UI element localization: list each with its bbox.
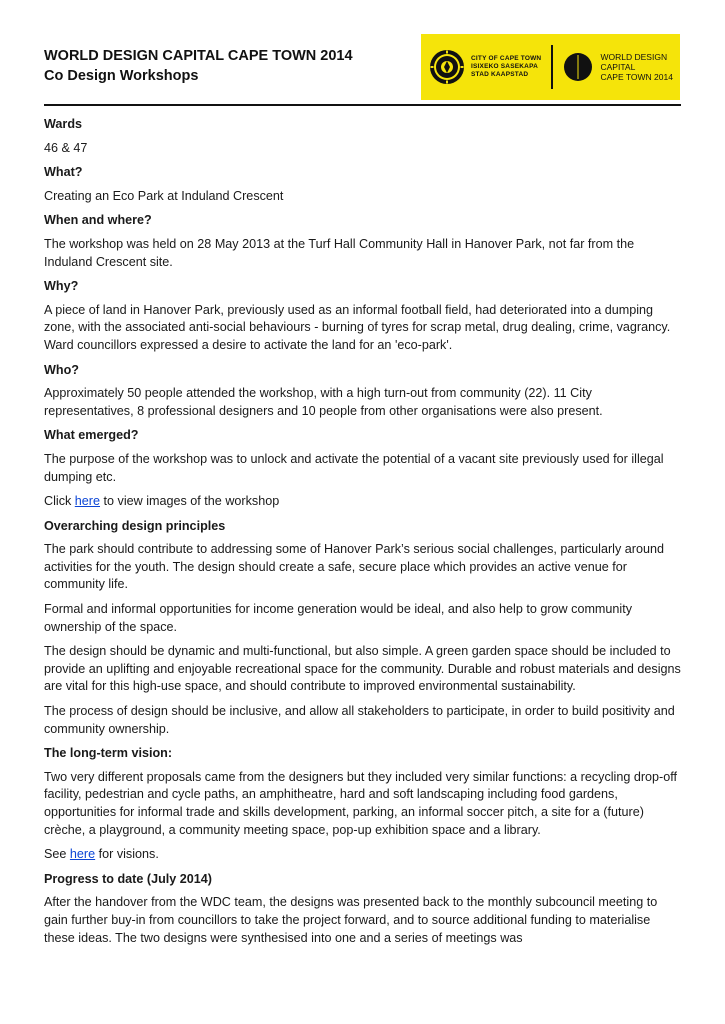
- when-heading: When and where?: [44, 213, 152, 228]
- wdc-line-1: WORLD DESIGN: [600, 52, 668, 62]
- principles-paragraph-1: The park should contribute to addressing some of Hanover Park’s serious social challenges, particularly around activities for the youth. The design should create a safe, secure place which provides an active venue for community life.: [44, 542, 664, 592]
- when-text: The workshop was held on 28 May 2013 at the Turf Hall Community Hall in Hanover Park, not far from the Induland Crescent site.: [44, 236, 635, 269]
- principles-paragraph-2: Formal and informal opportunities for income generation would be ideal, and also help to grow community ownership of the space.: [44, 602, 633, 634]
- click-suffix: to view images of the workshop: [100, 494, 280, 509]
- wdc-line-2: CAPITAL: [600, 62, 636, 72]
- city-name-xhosa: ISIXEKO SASEKAPA: [471, 63, 539, 70]
- wdc-circle-icon: [563, 52, 593, 82]
- workshop-images-link[interactable]: here: [74, 494, 101, 509]
- city-name-afrikaans: STAD KAAPSTAD: [471, 71, 529, 78]
- document-subtitle: Co Design Workshops: [44, 68, 199, 84]
- document-title: WORLD DESIGN CAPITAL CAPE TOWN 2014: [44, 48, 353, 64]
- logo-divider: [551, 45, 553, 89]
- wards-heading: Wards: [44, 117, 83, 131]
- what-heading: What?: [44, 165, 83, 180]
- wards-text: 46 & 47: [44, 140, 88, 155]
- wdc-line-3: CAPE TOWN 2014: [600, 72, 673, 82]
- principles-heading: Overarching design principles: [44, 518, 226, 533]
- principles-paragraph-4: The process of design should be inclusive, and allow all stakeholders to participate, in order to build positivity and community ownership.: [44, 704, 675, 736]
- document-body: [44, 116, 684, 954]
- title-block: [44, 46, 353, 86]
- see-prefix: See: [44, 847, 70, 862]
- principles-paragraph-3: The design should be dynamic and multi-functional, but also simple. A green garden space should be included to provide an uplifting and enjoyable recreational space for the community. Durable and robust materials and designs are vital for this high-use space, and should contribute to improved environmental sustainability.: [44, 644, 681, 694]
- images-link-paragraph: [44, 493, 684, 511]
- why-heading: Why?: [44, 279, 79, 294]
- visions-link[interactable]: here: [69, 847, 96, 862]
- vision-heading: The long-term vision:: [44, 746, 173, 761]
- visions-link-paragraph: [44, 846, 684, 864]
- wdc-logo-text: [601, 52, 673, 82]
- city-name-english: CITY OF CAPE TOWN: [471, 55, 542, 62]
- progress-heading: Progress to date (July 2014): [44, 871, 212, 886]
- who-text: Approximately 50 people attended the workshop, with a high turn-out from community (22). 11 City representatives, 8 professional designers and 10 people from other organisations were also present.: [44, 386, 603, 418]
- what-text: Creating an Eco Park at Induland Crescent: [44, 188, 284, 203]
- header-rule: [44, 104, 681, 106]
- why-text: A piece of land in Hanover Park, previously used as an informal football field, had deteriorated into a dumping zone, with the associated anti-social behaviours - burning of tyres for scrap metal, drug dealing, crime, vagrancy. Ward councillors expressed a desire to activate the land for an 'eco-park'.: [44, 302, 671, 352]
- city-of-cape-town-text: [471, 55, 549, 79]
- who-heading: Who?: [44, 362, 79, 377]
- vision-text: Two very different proposals came from the designers but they included very similar functions: a recycling drop-off facility, pedestrian and cycle paths, an amphitheatre, hard and soft landscaping including food gardens, opportunities for informal trade and skills development, parking, an informal soccer pitch, a site for a (future) crèche, a playground, a community meeting space, pop-up exhibition space and a library.: [44, 769, 678, 837]
- wdc-logo-banner: [421, 34, 680, 100]
- emerged-text: The purpose of the workshop was to unlock and activate the potential of a vacant site previously used for illegal dumping etc.: [44, 451, 664, 484]
- city-seal-icon: [429, 49, 465, 85]
- page-header: [44, 34, 680, 104]
- click-prefix: Click: [44, 494, 75, 509]
- see-suffix: for visions.: [95, 847, 159, 862]
- progress-text: After the handover from the WDC team, the designs was presented back to the monthly subcouncil meeting to gain further buy-in from councillors to take the project forward, and to source additional funding to materialise these ideas. The two designs were synthesised into one and a series of meetings was: [44, 895, 658, 945]
- emerged-heading: What emerged?: [44, 428, 139, 443]
